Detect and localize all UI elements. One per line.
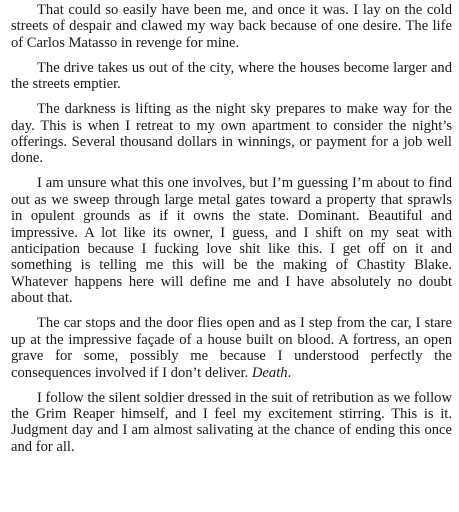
- paragraph-6: I follow the silent soldier dressed in the suit of retribution as we follow the Grim Reaper himself, and I feel my excitement stirring. This is it. Judgment day and I am almost salivating at the chance of ending this once and for all.: [11, 389, 452, 455]
- paragraph-4: I am unsure what this one involves, but I’m guessing I’m about to find out as we sweep through large metal gates toward a property that sprawls in opulent grounds as if it owns the state. Dominant. Beautiful and impressive. A lot like its owner, I guess, and I shift on my seat with anticipation because I fucking love shit like this. I get off on it and something is telling me this will be the making of Chastity Blake. Whatever happens here will define me and I have absolutely no doubt about that.: [11, 175, 452, 307]
- paragraph-1: That could so easily have been me, and once it was. I lay on the cold streets of despair and clawed my way back because of one desire. The life of Carlos Matasso in revenge for mine.: [11, 2, 452, 51]
- paragraph-5-text: The car stops and the door flies open and as I step from the car, I stare up at the impressive façade of a house built on blood. A fortress, an open grave for some, possibly me because I understood perfectly the consequences involved if I don’t deliver.: [11, 315, 452, 381]
- paragraph-5: [11, 315, 452, 381]
- paragraph-5-period: .: [287, 364, 292, 381]
- paragraph-3: The darkness is lifting as the night sky prepares to make way for the day. This is when I retreat to my own apartment to consider the night’s offerings. Several thousand dollars in winnings, or payment for a job well done.: [11, 101, 452, 167]
- paragraph-2: The drive takes us out of the city, where the houses become larger and the streets emptier.: [11, 59, 452, 93]
- emphasis-death: Death: [251, 364, 288, 381]
